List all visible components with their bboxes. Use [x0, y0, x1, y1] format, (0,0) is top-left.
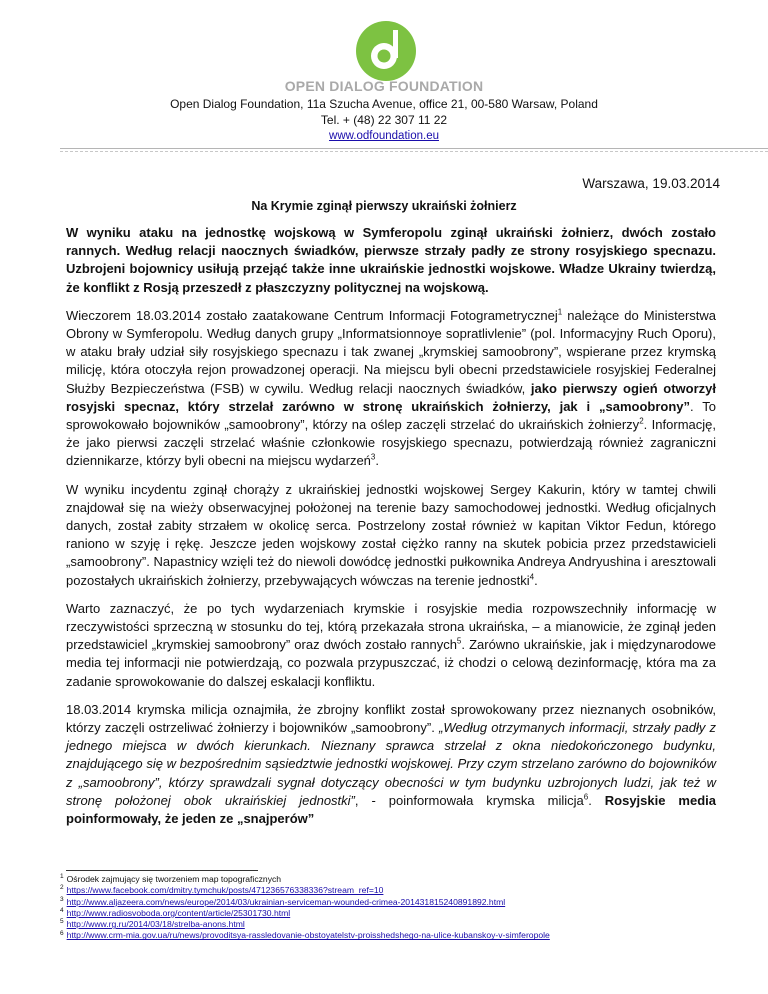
footnote-text: Ośrodek zajmujący się tworzeniem map topograficznych	[66, 874, 282, 884]
open-dialog-logo-icon	[355, 20, 417, 82]
paragraph-3-text-a: Warto zaznaczyć, że po tych wydarzeniach krymskie i rosyjskie media rozpowszechniły informację w rzeczywistości sprzeczną w stosunku do tej, którą przekazała strona ukraińska, – a mianowicie, że zginął jeden przedstawiciel „krymskiej samoobrony” oraz dwóch zostało rannych	[66, 600, 716, 653]
footnote-link[interactable]: http://www.radiosvoboda.org/content/article/25301730.html	[66, 907, 291, 918]
footnotes	[60, 874, 740, 942]
footnote-number: 4	[60, 907, 64, 915]
organization-phone: Tel. + (48) 22 307 11 22	[320, 113, 448, 127]
footnote-number: 5	[60, 918, 64, 926]
paragraph-2-text-a: W wyniku incydentu zginął chorąży z ukraińskiej jednostki wojskowej Sergey Kakurin, który w tamtej chwili znajdował się na wieży obserwacyjnej położonej na terenie bazy samochodowej jednostki. Według oficjalnych danych, został zabity strzałem w okolicę serca. Postrzelony został również w kapitan Viktor Fedun, którego raniono w szyję i rękę. Jeszcze jeden wojskowy został ciężko ranny na skutek pobicia przez przedstawicieli „samoobrony”. Napastnicy wzięli też do niewoli dowódcę jednostki pułkownika Andreya Andryushina i aresztowali pozostałych ukraińskich żołnierzy, przebywających wówczas na terenie jednostki	[66, 481, 716, 588]
footnote-5	[60, 919, 740, 930]
footnote-4	[60, 908, 740, 919]
paragraph-4-text-b: , - poinformowała krymska milicja	[354, 792, 584, 808]
footnote-1	[60, 874, 740, 885]
footnote-ref-2: 2	[639, 416, 644, 426]
paragraph-4-bold: Rosyjskie media poinformowały, że jeden ze „snajperów”	[66, 792, 717, 827]
document-body	[66, 224, 716, 838]
document-title: Na Krymie zginął pierwszy ukraiński żołnierz	[251, 199, 517, 213]
paragraph-4-text-a: 18.03.2014 krymska milicja oznajmiła, że zbrojny konflikt został sprowokowany przez nieznanych osobników, którzy zaczęli ostrzeliwać żołnierzy i bojowników „samoobrony”.	[66, 701, 716, 736]
paragraph-2	[66, 481, 716, 590]
paragraph-1-text-c: . To sprowokowało bojowników „samoobrony”, którzy na oślep zaczęli strzelać do ukraińskich żołnierzy	[66, 398, 717, 433]
lead-paragraph: W wyniku ataku na jednostkę wojskową w Symferopolu zginął ukraiński żołnierz, dwóch zostało rannych. Według relacji naocznych świadków, pierwsze strzały padły ze strony rosyjskiego specnazu. Uzbrojeni bojownicy usiłują przejąć także inne ukraińskie jednostki wojskowe. Władze Ukrainy twierdzą, że konflikt z Rosją przeszedł z płaszczyzny politycznej na wojskową.	[66, 225, 716, 295]
organization-website-wrapper	[0, 130, 768, 142]
document-date: Warszawa, 19.03.2014	[582, 176, 720, 191]
paragraph-1-text-e: .	[375, 453, 379, 469]
paragraph-1-text-d: . Informację, że jako pierwsi zaczęli strzelać właśnie członkowie rosyjskiego specnazu, potwierdzają również zagraniczni dziennikarze, którzy byli obecni na miejscu wydarzeń	[66, 417, 716, 469]
paragraph-1	[66, 307, 716, 471]
paragraph-4-quote: „Według otrzymanych informacji, strzały padły z jednego miejsca w dwóch kierunkach. Nieznany sprawca strzelał z okna niedokończonego budynku, znajdującego się w bezpośrednim sąsiedztwie jednostki wojskowej. Przy czym strzelano zarówno do bojowników z „samoobrony”, którzy sprawdzali sygnał dotyczący obecności w tym budynku uzbrojonych ludzi, jak też w stronę położonej obok ukraińskiej jednostki”	[66, 720, 716, 808]
paragraph-1-text-b: należące do Ministerstwa Obrony w Symferopolu. Według danych grupy „Informatsionnoye sopratlivlenie” (pol. Informacyjny Ruch Oporu), w ataku brały udział siły rosyjskiego specnazu i tak zwanej „krymskiej samoobrony”, wspierane przez krymską milicję, która otoczyła rejon prowadzonej operacji. Na miejscu byli obecni przedstawiciele rosyjskiej Federalnej Służby Bezpieczeństwa (FSB) w cywilu. Według relacji naocznych świadków,	[66, 307, 716, 396]
footnote-ref-6: 6	[583, 792, 589, 802]
footnote-number: 3	[60, 895, 64, 903]
footnote-number: 2	[60, 884, 64, 892]
footnote-ref-5: 5	[456, 636, 462, 646]
paragraph-4-text-c: .	[588, 792, 605, 808]
paragraph-1-text-a: Wieczorem 18.03.2014 zostało zaatakowane Centrum Informacji Fotogrametrycznej	[66, 307, 558, 323]
footnote-2	[60, 885, 740, 896]
footnote-link[interactable]: https://www.facebook.com/dmitry.tymchuk/posts/471236576338336?stream_ref=10	[66, 885, 384, 896]
footnote-3	[60, 897, 740, 908]
footnote-6	[60, 930, 740, 941]
footnote-ref-1: 1	[557, 307, 563, 317]
footnote-link[interactable]: http://www.crm-mia.gov.ua/ru/news/provoditsya-rassledovanie-obstoyatelstv-proisshedshego-na-ulice-kubanskoy-v-simferopole	[66, 930, 550, 941]
header-divider-dashed	[60, 151, 768, 152]
paragraph-3-text-b: . Zarówno ukraińskie, jak i międzynarodowe media tej informacji nie potwierdzają, co pozwala przypuszczać, iż chodzi o celową dezinformację, która ma za zadanie sprowokowanie do dalszej eskalacji konfliktu.	[66, 637, 716, 689]
footnote-ref-3: 3	[370, 453, 376, 463]
organization-website-link[interactable]: www.odfoundation.eu	[329, 130, 439, 142]
organization-name: OPEN DIALOG FOUNDATION	[284, 78, 484, 94]
paragraph-4	[66, 701, 716, 828]
footnote-link[interactable]: http://www.rg.ru/2014/03/18/strelba-anons.html	[66, 919, 245, 930]
footnote-link[interactable]: http://www.aljazeera.com/news/europe/2014/03/ukrainian-serviceman-wounded-crimea-201431815240891892.html	[66, 896, 506, 907]
paragraph-3	[66, 600, 716, 691]
header-divider	[60, 148, 768, 149]
footnote-ref-4: 4	[529, 572, 535, 582]
footnote-number: 1	[60, 873, 64, 881]
footnote-number: 6	[60, 929, 64, 937]
paragraph-1-bold: jako pierwszy ogień otworzył rosyjski specnaz, który strzelał zarówno w stronę ukraińskich żołnierzy, jak i „samoobrony”	[66, 380, 717, 414]
footnote-separator	[66, 870, 258, 871]
organization-address: Open Dialog Foundation, 11a Szucha Avenue, office 21, 00-580 Warsaw, Poland	[170, 97, 598, 111]
paragraph-2-text-b: .	[534, 572, 538, 588]
